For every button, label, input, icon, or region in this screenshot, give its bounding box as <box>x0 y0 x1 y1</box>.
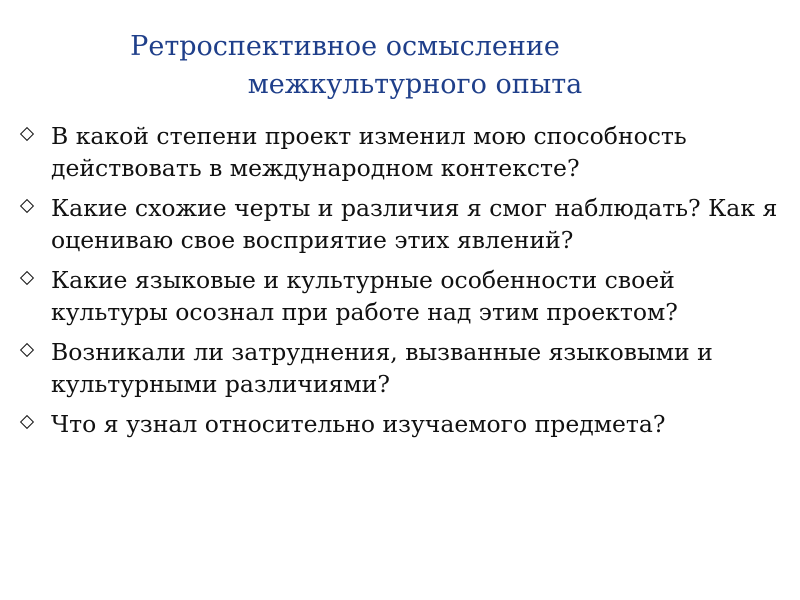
bullet-item <box>18 408 780 440</box>
slide-title-line1: Ретроспективное осмысление <box>130 31 560 62</box>
bullet-item <box>18 120 780 184</box>
slide-title-line2: межкультурного опыта <box>247 69 583 100</box>
diamond-bullet-icon <box>20 127 34 141</box>
diamond-bullet-icon <box>20 271 34 285</box>
bullet-text: В какой степени проект изменил мою способность действовать в международном контексте? <box>51 122 687 182</box>
bullet-text: Возникали ли затруднения, вызванные языковыми и культурными различиями? <box>51 338 713 398</box>
bullet-item <box>18 264 780 328</box>
bullet-list <box>18 120 780 448</box>
diamond-bullet-icon <box>20 415 34 429</box>
bullet-text: Какие языковые и культурные особенности своей культуры осознал при работе над этим проектом? <box>51 266 678 326</box>
bullet-text: Что я узнал относительно изучаемого предмета? <box>51 410 666 438</box>
bullet-text: Какие схожие черты и различия я смог наблюдать? Как я оцениваю свое восприятие этих явлений? <box>51 194 778 254</box>
bullet-item <box>18 192 780 256</box>
slide-title <box>0 28 800 104</box>
diamond-bullet-icon <box>20 199 34 213</box>
diamond-bullet-icon <box>20 343 34 357</box>
bullet-item <box>18 336 780 400</box>
